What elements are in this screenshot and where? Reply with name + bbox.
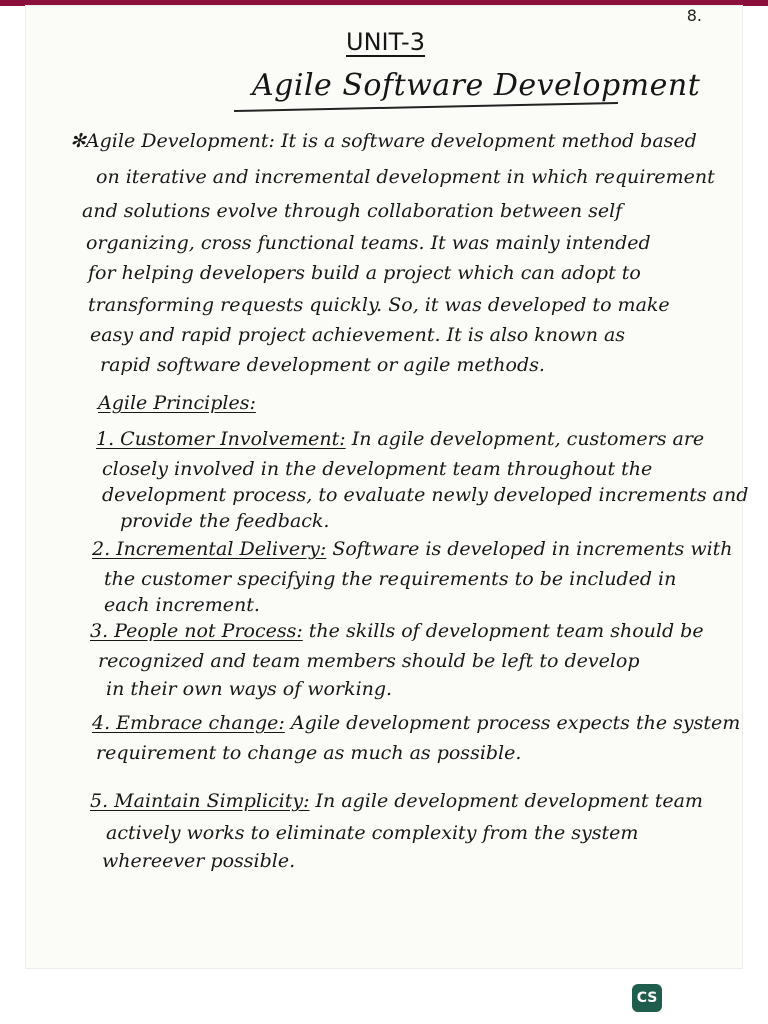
intro-line: on iterative and incremental development in which requirement [96,166,715,188]
principle-1-text: In agile development, customers are [345,428,705,450]
intro-line: for helping developers build a project which can adopt to [88,262,641,284]
principle-line: whereever possible. [102,850,296,872]
page-number: 8. [686,6,702,25]
principle-4-text: Agile development process expects the system [284,712,741,734]
camscanner-badge: CS [632,984,662,1012]
principle-line: in their own ways of working. [106,678,393,700]
principle-5-text: In agile development development team [309,790,703,812]
principle-4-label: 4. Embrace change: [92,712,285,734]
principle-line: development process, to evaluate newly developed increments and [102,484,749,506]
intro-line: ✻Agile Development: It is a software development method based [70,130,697,152]
intro-line: transforming requests quickly. So, it was developed to make [88,294,670,316]
intro-line: organizing, cross functional teams. It was mainly intended [86,232,651,254]
principle-4 [92,712,740,734]
principle-3 [90,620,704,642]
principle-2-label: 2. Incremental Delivery: [92,538,327,560]
principle-1-label: 1. Customer Involvement: [96,428,346,450]
intro-line: and solutions evolve through collaboration between self [82,200,623,222]
principle-line: each increment. [104,594,260,616]
principle-3-label: 3. People not Process: [90,620,303,642]
principle-3-text: the skills of development team should be [302,620,704,642]
principle-line: actively works to eliminate complexity from the system [106,822,639,844]
principle-line: the customer specifying the requirements to be included in [104,568,677,590]
principle-line: closely involved in the development team throughout the [102,458,653,480]
principle-line: requirement to change as much as possible. [96,742,522,764]
principles-heading: Agile Principles: [98,392,256,414]
notebook-page [26,6,749,968]
unit-heading: UNIT-3 [346,28,425,56]
page-title: Agile Software Development [252,68,701,103]
principle-2 [92,538,733,560]
intro-line: easy and rapid project achievement. It is also known as [90,324,626,346]
title-underline [234,102,618,112]
principle-1 [96,428,704,450]
principle-line: provide the feedback. [120,510,330,532]
principle-2-text: Software is developed in increments with [326,538,733,560]
principle-line: recognized and team members should be left to develop [98,650,640,672]
intro-line: rapid software development or agile methods. [100,354,545,376]
principle-5-label: 5. Maintain Simplicity: [90,790,310,812]
principle-5 [90,790,703,812]
